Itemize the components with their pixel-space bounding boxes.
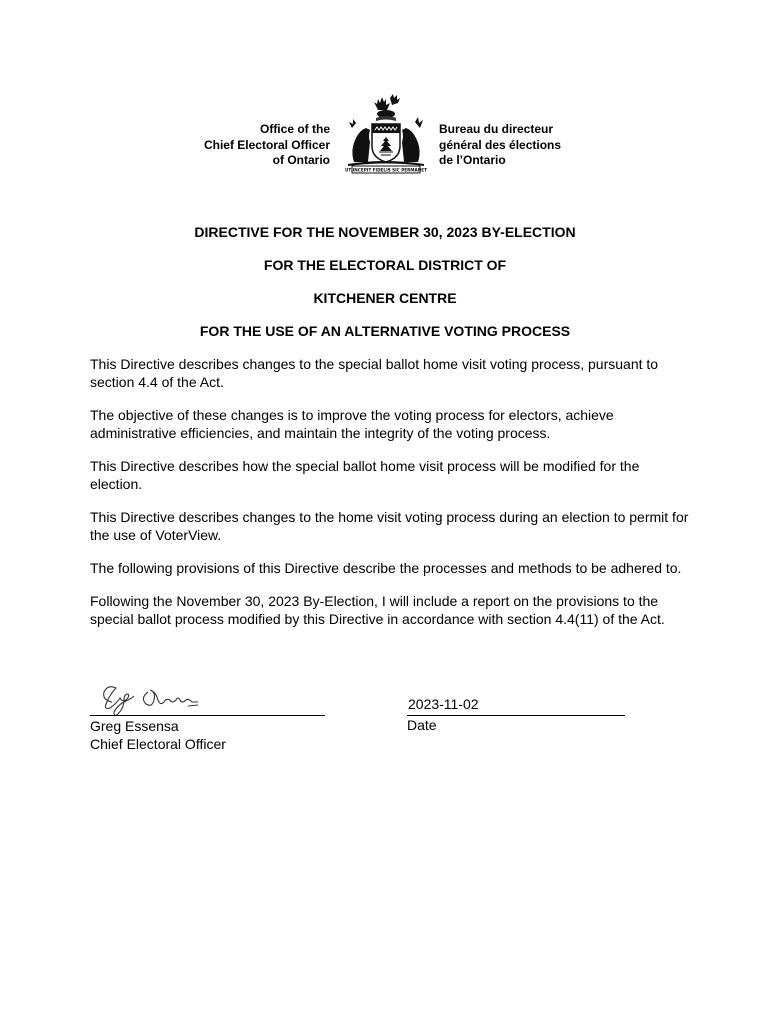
signatory [90,717,226,753]
crest-motto: UT INCEPIT FIDELIS SIC PERMANET [345,167,427,173]
signature-line [90,715,325,716]
date-line [407,715,625,716]
directive-title-block [0,222,770,354]
letterhead-english-line: Office of the [259,122,330,136]
body-paragraph: Following the November 30, 2023 By-Election, I will include a report on the provisions to the special ballot process modified by this Directive in accordance with section 4.4(11) of the Act. [90,593,665,627]
directive-title-line: FOR THE USE OF AN ALTERNATIVE VOTING PROCESS [199,323,571,339]
body-paragraph: This Directive describes changes to the special ballot home visit voting process, pursuant to section 4.4 of the Act. [90,356,659,390]
date-label: Date [407,717,437,733]
body-paragraph: This Directive describes changes to the home visit voting process during an election to permit for the use of VoterView. [90,509,689,543]
letterhead-french-line: Bureau du directeur [439,122,554,136]
signatory-name: Greg Essensa [90,718,179,734]
directive-title-line: DIRECTIVE FOR THE NOVEMBER 30, 2023 BY-ELECTION [194,224,576,240]
letterhead-french-line: de l’Ontario [439,153,506,167]
signatory-title: Chief Electoral Officer [90,736,226,752]
letterhead-french [439,122,561,169]
letterhead-french-line: général des élections [439,137,562,152]
body-paragraph: This Directive describes how the special ballot home visit process will be modified for the election. [90,458,640,492]
letterhead-english [204,122,330,169]
directive-title-line: FOR THE ELECTORAL DISTRICT OF [263,257,507,273]
body-paragraph: The following provisions of this Directive describe the processes and methods to be adhered to. [90,560,682,576]
ontario-coat-of-arms-logo [338,92,434,176]
directive-body [90,355,690,643]
body-paragraph: The objective of these changes is to improve the voting process for electors, achieve administrative efficiencies, and maintain the integrity of the voting process. [90,407,614,441]
handwritten-signature [92,680,212,720]
letterhead-english-line: of Ontario [272,153,330,167]
directive-title-line: KITCHENER CENTRE [313,290,457,306]
letterhead [0,92,770,176]
letterhead-english-line: Chief Electoral Officer [203,137,330,152]
signature-date: 2023-11-02 [408,696,479,712]
signature-block [90,680,690,760]
